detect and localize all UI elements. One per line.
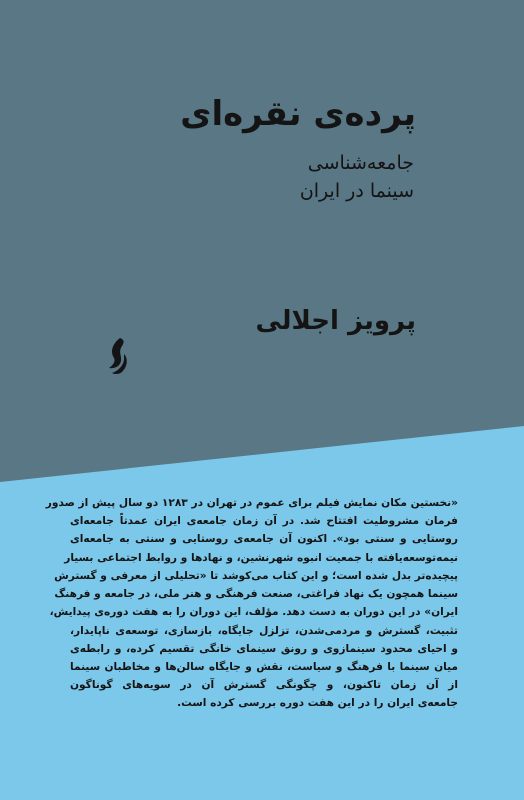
publisher-logo-icon (106, 336, 132, 376)
blurb-line: فرمان مشروطیت افتتاح شد. در آن زمان جامعه‌ی ایران عمدتاً جامعه‌ای (70, 515, 458, 528)
blurb-line: تثبیت، گسترش و مردمی‌شدن، تزلزل جایگاه، بازسازی، توسعه‌ی ناپایدار، (70, 624, 458, 637)
blurb-line: روستایی و سنتی بود». اکنون آن جامعه‌ی روستایی و سنتی به جامعه‌ای (70, 533, 458, 546)
blurb-line: نیمه‌توسعه‌یافته با جمعیت انبوه شهرنشین، و نهادها و روابط اجتماعی بسیار (64, 551, 458, 564)
blurb-line: سینما همچون یک نهاد فراغتی، صنعت فرهنگی و هنر ملی، در جامعه و فرهنگ (54, 588, 458, 601)
blurb-line: جامعه‌ی ایران را در این هفت دوره بررسی کرده است. (177, 697, 458, 710)
author-name: پرویز اجلالی (255, 306, 416, 336)
book-title: پرده‌ی نقره‌ای (180, 94, 416, 134)
blurb-line: و احیای محدود سینمازوی و رونق سینمای خانگی تقسیم کرده، و رابطه‌ی (70, 642, 458, 655)
blurb-line: از آن زمان تاکنون، و چگونگی گسترش آن در سویه‌های گوناگون (70, 679, 458, 692)
blurb-line: ایران» در این دوران به دست دهد. مؤلف، این دوران را به هفت دوره‌ی پیدایش، (49, 606, 458, 619)
blurb-line: پیچیده‌تر بدل شده است؛ و این کتاب می‌کوشد تا «تحلیلی از معرفی و گسترش (54, 569, 458, 582)
subtitle-line: سینما در ایران (299, 179, 414, 202)
subtitle-line: جامعه‌شناسی (307, 152, 414, 174)
back-blurb (45, 494, 458, 713)
blurb-line: میان سینما با فرهنگ و سیاست، نقش و جایگاه سالن‌ها و مخاطبان سینما (70, 660, 458, 673)
book-subtitle (214, 150, 414, 205)
blurb-line: «نخستین مکان نمایش فیلم برای عموم در تهران در ۱۲۸۳ دو سال پیش از صدور (45, 497, 458, 509)
